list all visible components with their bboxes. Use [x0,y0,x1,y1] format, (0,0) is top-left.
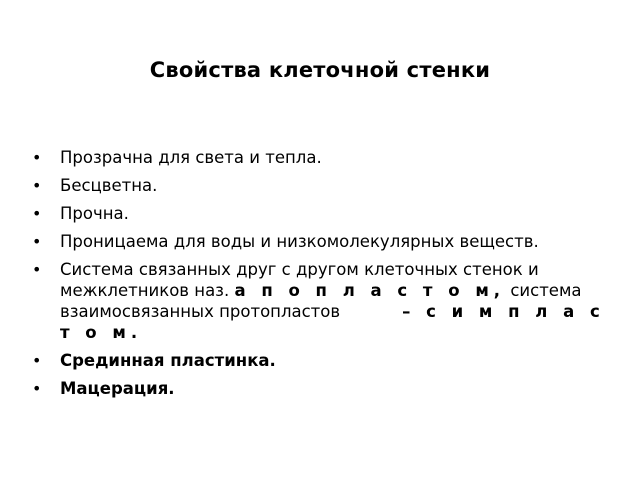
list-item-text: Бесцветна. [60,176,158,195]
bullet-list [30,147,605,406]
list-item-text: система взаимосвязанных протопластов [60,281,582,321]
list-item-text: Срединная пластинка. [60,351,276,370]
term-apoplast: а п о п л а с т о м, [234,281,506,300]
bullet-icon: • [32,176,42,195]
bullet-icon: • [32,232,42,251]
list-item [30,259,605,343]
list-item [30,350,605,371]
bullet-icon: • [32,351,42,370]
list-item-text: Проницаема для воды и низкомолекулярных веществ. [60,232,539,251]
list-item [30,175,605,196]
bullet-icon: • [32,204,42,223]
list-item [30,231,605,252]
list-item-text: Прочна. [60,204,129,223]
list-item [30,147,605,168]
slide-title: Свойства клеточной стенки [149,58,491,82]
list-item-text: Мацерация. [60,379,175,398]
list-item-text: Прозрачна для света и тепла. [60,148,322,167]
bullet-icon: • [32,260,42,279]
bullet-icon: • [32,148,42,167]
bullet-icon: • [32,379,42,398]
list-item [30,203,605,224]
list-item-text: Система связанных друг с другом клеточных стенок и межклетников наз. [60,260,539,300]
list-item [30,378,605,399]
term-symplast: – с и м п л а с т о м. [60,302,605,342]
